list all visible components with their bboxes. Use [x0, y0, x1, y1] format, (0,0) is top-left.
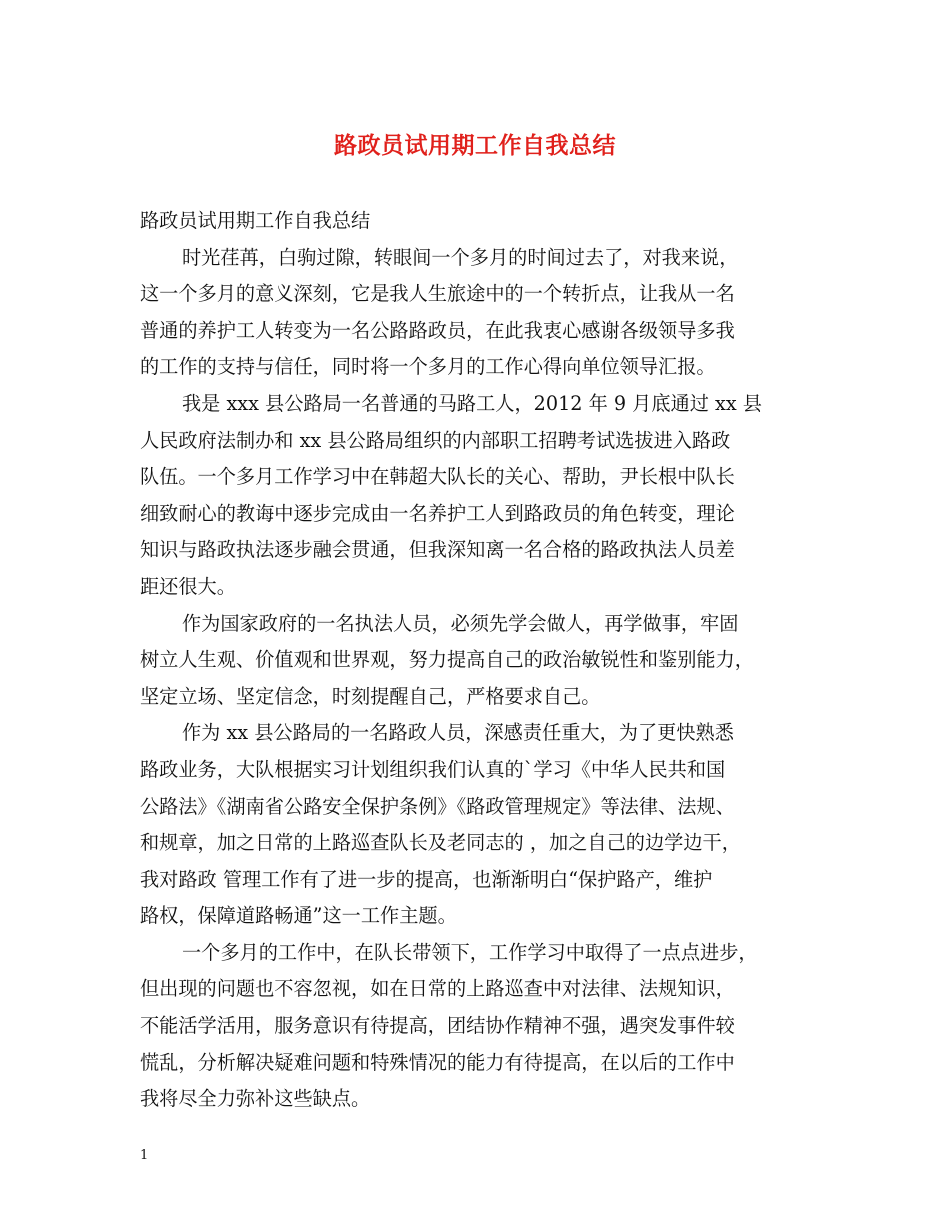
- body-line: 我对路政 管理工作有了进一步的提高，也渐渐明白“保护路产，维护: [140, 867, 713, 891]
- body-line: 慌乱，分析解决疑难问题和特殊情况的能力有待提高，在以后的工作中: [140, 1050, 735, 1074]
- body-line: 作为国家政府的一名执法人员，必须先学会做人，再学做事，牢固: [182, 611, 739, 635]
- body-line: 细致耐心的教诲中逐步完成由一名养护工人到路政员的角色转变，理论: [140, 501, 735, 525]
- body-line: 我将尽全力弥补这些缺点。: [140, 1087, 371, 1111]
- body-line: 树立人生观、价值观和世界观，努力提高自己的政治敏锐性和鉴别能力，: [140, 648, 754, 672]
- body-line: 作为 xx 县公路局的一名路政人员，深感责任重大，为了更快熟悉: [182, 721, 734, 745]
- body-line: 路政员试用期工作自我总结: [140, 209, 371, 232]
- body-line: 坚定立场、坚定信念，时刻提醒自己，严格要求自己。: [140, 684, 601, 708]
- body-line: 公路法》《湖南省公路安全保护条例》《路政管理规定》等法律、法规、: [140, 794, 735, 818]
- body-line: 但出现的问题也不容忽视，如在日常的上路巡查中对法律、法规知识，: [140, 977, 735, 1001]
- document-body: [140, 203, 830, 1118]
- body-line: 人民政府法制办和 xx 县公路局组织的内部职工招聘考试选拔进入路政: [140, 428, 731, 452]
- body-line: 这一个多月的意义深刻，它是我人生旅途中的一个转折点，让我从一名: [140, 282, 735, 306]
- body-line: 的工作的支持与信任，同时将一个多月的工作心得向单位领导汇报。: [140, 355, 716, 379]
- body-line: 队伍。一个多月工作学习中在韩超大队长的关心、帮助，尹长根中队长: [140, 465, 735, 489]
- body-line: 距还很大。: [140, 574, 236, 598]
- body-line: 我是 xxx 县公路局一名普通的马路工人，2012 年 9 月底通过 xx 县: [182, 391, 762, 415]
- body-line: 不能活学活用，服务意识有待提高，团结协作精神不强，遇突发事件较: [140, 1014, 735, 1038]
- body-line: 普通的养护工人转变为一名公路路政员，在此我衷心感谢各级领导多我: [140, 318, 735, 342]
- body-line: 知识与路政执法逐步融会贯通，但我深知离一名合格的路政执法人员差: [140, 538, 735, 562]
- page-number: 1: [140, 1148, 149, 1163]
- document-title: 路政员试用期工作自我总结: [334, 132, 616, 159]
- body-line: 和规章，加之日常的上路巡查队长及老同志的 ，加之自己的边学边干，: [140, 831, 741, 855]
- body-line: 时光荏苒，白驹过隙，转眼间一个多月的时间过去了，对我来说，: [182, 245, 739, 269]
- body-line: 路权，保障道路畅通”这一工作主题。: [140, 904, 457, 928]
- body-line: 一个多月的工作中，在队长带领下，工作学习中取得了一点点进步，: [182, 940, 758, 964]
- body-line: 路政业务，大队根据实习计划组织我们认真的`学习《中华人民共和国: [140, 757, 726, 781]
